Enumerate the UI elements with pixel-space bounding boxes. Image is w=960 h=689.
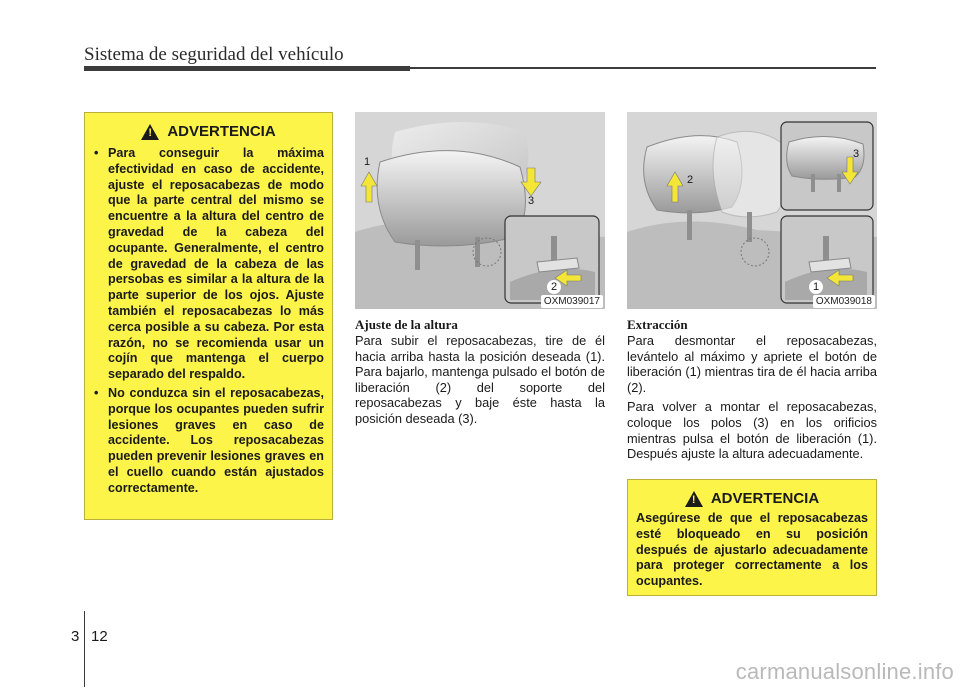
warning-triangle-icon: ! bbox=[685, 491, 703, 507]
headrest-illustration-1 bbox=[355, 112, 605, 309]
figure1-label-3: 3 bbox=[528, 195, 535, 207]
figure1-label-1: 1 bbox=[364, 156, 371, 168]
section-heading: Extracción bbox=[627, 317, 688, 332]
warning-item: • No conduzca sin el reposacabezas, porque los ocupantes pueden sufrir lesiones graves en caso de accidente. Los reposacabezas pueden prevenir lesiones graves en el cuello cuando están ajustados correctamente. bbox=[93, 386, 324, 497]
section-heading: Ajuste de la altura bbox=[355, 317, 458, 332]
header-rule-thin bbox=[410, 67, 876, 69]
figure-height-adjustment bbox=[355, 112, 605, 309]
page-header-title: Sistema de seguridad del vehículo bbox=[84, 44, 344, 65]
figure2-label-3: 3 bbox=[853, 148, 860, 160]
section-body: Para subir el reposacabezas, tire de él hacia arriba hasta la posición deseada (1). Para bajarlo, mantenga pulsado el botón de liberación (2) del soporte del reposacabezas y baje éste hasta la posición deseada (3). bbox=[355, 333, 605, 426]
warning-title: ADVERTENCIA bbox=[710, 490, 820, 507]
warning-title: ADVERTENCIA bbox=[167, 123, 276, 140]
figure2-label-1: 1 bbox=[809, 280, 823, 294]
figure1-label-2: 2 bbox=[547, 280, 561, 294]
section-body-2: Para volver a montar el reposacabezas, coloque los polos (3) en los orificios mientras pulsa el botón de liberación (1). Después ajuste la altura adecuadamente. bbox=[627, 399, 877, 462]
header-rule-thick bbox=[84, 66, 410, 71]
watermark: carmanualsonline.info bbox=[735, 659, 954, 684]
headrest-illustration-2 bbox=[627, 112, 877, 309]
warning-item: • Para conseguir la máxima efectividad en caso de accidente, ajuste el reposacabezas de modo que la parte central del mismo se encuentre a la altura del centro de gravedad de la cabeza del ocupante. Generalmente, el centro de gravedad de la cabeza de las persobas es similar a la altura de la parte superior de los ojos. Ajuste también el reposacabezas lo más cerca posible a su cabeza. Por esta razón, no se recomienda usar un cojín que mantenga el cuerpo separado del respaldo. bbox=[93, 146, 324, 383]
chapter-number: 3 bbox=[71, 628, 80, 645]
footer-divider bbox=[84, 611, 85, 687]
figure2-label-2: 2 bbox=[687, 174, 694, 186]
section-removal bbox=[627, 317, 877, 462]
warning-box-left bbox=[84, 112, 333, 520]
warning-body: Asegúrese de que el reposacabezas esté bloqueado en su posición después de ajustarlo adecuadamente para proteger correctamente a los ocupantes. bbox=[636, 511, 868, 589]
warning-box-right bbox=[627, 479, 877, 596]
warning-title-row bbox=[636, 490, 868, 507]
warning-triangle-icon: ! bbox=[141, 124, 159, 140]
section-height-adjustment bbox=[355, 317, 605, 427]
section-body-1: Para desmontar el reposacabezas, levántelo al máximo y apriete el botón de liberación (1) mientras tira de él hacia arriba (2). bbox=[627, 333, 877, 395]
warning-title-row bbox=[93, 123, 324, 140]
warning-list bbox=[93, 146, 324, 497]
figure1-code: OXM039017 bbox=[541, 295, 603, 308]
figure2-code: OXM039018 bbox=[813, 295, 875, 308]
page-number: 12 bbox=[91, 628, 108, 645]
figure-removal bbox=[627, 112, 877, 309]
